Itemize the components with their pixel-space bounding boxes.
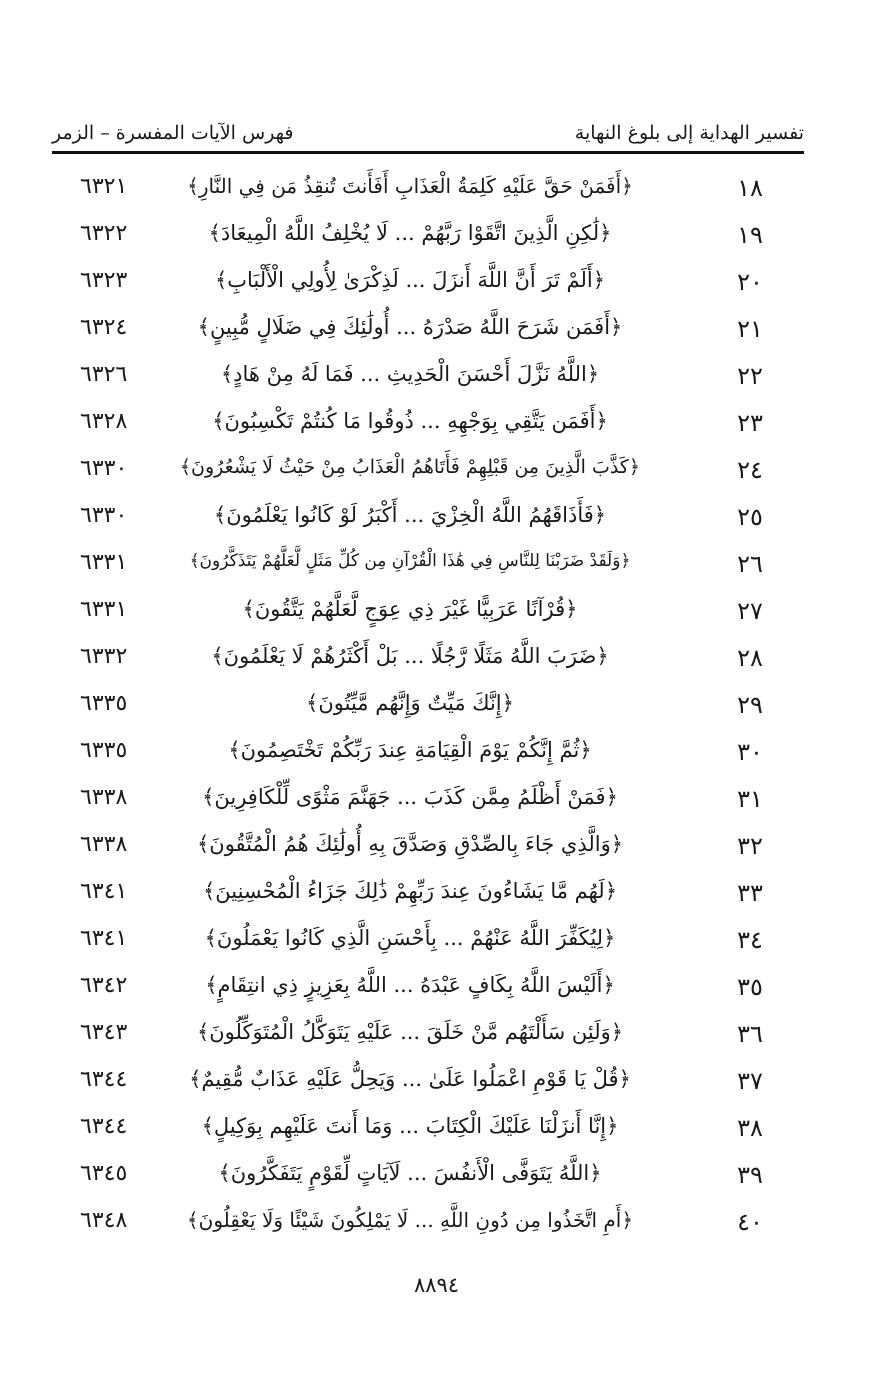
page-reference: ٦٣٢٢: [80, 221, 128, 246]
ayah-index-list: [80, 166, 780, 1247]
page-reference: ٦٣٣٨: [80, 832, 128, 857]
ayah-text: ﴿لَٰكِنِ الَّذِينَ اتَّقَوْا رَبَّهُمْ ... لَا يُخْلِفُ اللَّهُ الْمِيعَادَ﴾: [208, 221, 612, 245]
list-item: [80, 354, 780, 401]
list-item: [80, 589, 780, 636]
page-reference: ٦٣٢٤: [80, 315, 128, 340]
page-reference: ٦٣٤٢: [80, 973, 128, 998]
running-header: [52, 112, 804, 144]
ayah-number: ٢٦: [737, 550, 763, 578]
list-item: [80, 213, 780, 260]
list-item: [80, 307, 780, 354]
ayah-number: ٢٩: [737, 691, 763, 719]
list-item: [80, 683, 780, 730]
page-reference: ٦٣٢٨: [80, 409, 128, 434]
ayah-number: ٢٧: [737, 597, 763, 625]
list-item: [80, 1106, 780, 1153]
page-reference: ٦٣٣٥: [80, 738, 128, 763]
page-number: ٨٨٩٤: [413, 1273, 460, 1297]
page-reference: ٦٣٤٥: [80, 1161, 128, 1186]
ayah-text: ﴿اللَّهُ نَزَّلَ أَحْسَنَ الْحَدِيثِ ... فَمَا لَهُ مِنْ هَادٍ﴾: [220, 362, 600, 386]
ayah-number: ٣٨: [737, 1114, 763, 1142]
ayah-number: ٢٥: [737, 503, 763, 531]
page-reference: ٦٣٢٣: [80, 268, 128, 293]
list-item: [80, 824, 780, 871]
ayah-text: ﴿لِيُكَفِّرَ اللَّهُ عَنْهُمْ ... بِأَحْسَنِ الَّذِي كَانُوا يَعْمَلُونَ﴾: [204, 926, 616, 950]
ayah-number: ٢٨: [737, 644, 763, 672]
list-item: [80, 777, 780, 824]
ayah-number: ٣٠: [737, 738, 763, 766]
page-reference: ٦٣٣٠: [80, 503, 128, 528]
ayah-text: ﴿أَلَمْ تَرَ أَنَّ اللَّهَ أَنزَلَ ... لَذِكْرَىٰ لِأُولِي الْأَلْبَابِ﴾: [214, 268, 606, 292]
list-item: [80, 1012, 780, 1059]
ayah-text: ﴿أَفَمَنْ حَقَّ عَلَيْهِ كَلِمَةُ الْعَذَابِ أَفَأَنتَ تُنقِذُ مَن فِي النَّارِ﴾: [187, 174, 633, 198]
ayah-number: ٢٢: [737, 362, 763, 390]
ayah-text: ﴿أَلَيْسَ اللَّهُ بِكَافٍ عَبْدَهُ ... اللَّهُ بِعَزِيزٍ ذِي انتِقَامٍ﴾: [205, 973, 615, 997]
list-item: [80, 636, 780, 683]
list-item: [80, 918, 780, 965]
page-reference: ٦٣٤١: [80, 926, 128, 951]
list-item: [80, 448, 780, 495]
page-reference: ٦٣٢١: [80, 174, 128, 199]
list-item: [80, 730, 780, 777]
list-item: [80, 260, 780, 307]
ayah-number: ٢٠: [737, 268, 763, 296]
ayah-text: ﴿فَمَنْ أَظْلَمُ مِمَّن كَذَبَ ... جَهَنَّمَ مَثْوًى لِّلْكَافِرِينَ﴾: [202, 785, 618, 809]
page-reference: ٦٣٤٤: [80, 1114, 128, 1139]
page-reference: ٦٣٤٣: [80, 1020, 128, 1045]
page-reference: ٦٣٣٨: [80, 785, 128, 810]
ayah-text: ﴿اللَّهُ يَتَوَفَّى الْأَنفُسَ ... لَآيَاتٍ لِّقَوْمٍ يَتَفَكَّرُونَ﴾: [218, 1161, 602, 1185]
ayah-number: ٣٣: [737, 879, 763, 907]
ayah-text: ﴿أَمِ اتَّخَذُوا مِن دُونِ اللَّهِ ... لَا يَمْلِكُونَ شَيْئًا وَلَا يَعْقِلُونَ﴾: [186, 1208, 634, 1232]
ayah-text: ﴿فَأَذَاقَهُمُ اللَّهُ الْخِزْيَ ... أَكْبَرُ لَوْ كَانُوا يَعْلَمُونَ﴾: [213, 503, 607, 527]
ayah-number: ٣٩: [737, 1161, 763, 1189]
ayah-text: ﴿وَلَقَدْ ضَرَبْنَا لِلنَّاسِ فِي هَٰذَا الْقُرْآنِ مِن كُلِّ مَثَلٍ لَّعَلَّهُمْ يَتَذَكَّرُونَ﴾: [189, 551, 631, 571]
ayah-number: ٢٣: [737, 409, 763, 437]
ayah-text: ﴿ضَرَبَ اللَّهُ مَثَلًا رَّجُلًا ... بَلْ أَكْثَرُهُمْ لَا يَعْلَمُونَ﴾: [211, 644, 609, 668]
page-reference: ٦٣٤١: [80, 879, 128, 904]
page-reference: ٦٣٣١: [80, 550, 128, 575]
ayah-text: ﴿قُرْآنًا عَرَبِيًّا غَيْرَ ذِي عِوَجٍ لَّعَلَّهُمْ يَتَّقُونَ﴾: [242, 597, 578, 621]
ayah-number: ٤٠: [737, 1208, 763, 1236]
ayah-text: ﴿أَفَمَن يَتَّقِي بِوَجْهِهِ ... ذُوقُوا مَا كُنتُمْ تَكْسِبُونَ﴾: [212, 409, 608, 433]
header-rule: [52, 151, 804, 154]
book-title: تفسير الهداية إلى بلوغ النهاية: [574, 122, 804, 144]
page-reference: ٦٣٣٥: [80, 691, 128, 716]
ayah-text: ﴿إِنَّا أَنزَلْنَا عَلَيْكَ الْكِتَابَ ... وَمَا أَنتَ عَلَيْهِم بِوَكِيلٍ﴾: [201, 1114, 619, 1138]
ayah-text: ﴿أَفَمَن شَرَحَ اللَّهُ صَدْرَهُ ... أُولَٰئِكَ فِي ضَلَالٍ مُّبِينٍ﴾: [197, 315, 623, 339]
ayah-number: ٣٤: [737, 926, 763, 954]
list-item: [80, 401, 780, 448]
list-item: [80, 871, 780, 918]
ayah-text: ﴿كَذَّبَ الَّذِينَ مِن قَبْلِهِمْ فَأَتَاهُمُ الْعَذَابُ مِنْ حَيْثُ لَا يَشْعُرُونَ﴾: [179, 456, 640, 478]
page-reference: ٦٣٣٢: [80, 644, 128, 669]
ayah-text: ﴿وَالَّذِي جَاءَ بِالصِّدْقِ وَصَدَّقَ بِهِ أُولَٰئِكَ هُمُ الْمُتَّقُونَ﴾: [196, 832, 624, 856]
list-item: [80, 166, 780, 213]
list-item: [80, 965, 780, 1012]
ayah-number: ٣٧: [737, 1067, 763, 1095]
list-item: [80, 495, 780, 542]
list-item: [80, 1153, 780, 1200]
page-reference: ٦٣٤٤: [80, 1067, 128, 1092]
section-title: فهرس الآيات المفسرة – الزمر: [52, 122, 294, 144]
ayah-number: ٣١: [737, 785, 763, 813]
ayah-number: ١٨: [737, 174, 763, 202]
ayah-text: ﴿إِنَّكَ مَيِّتٌ وَإِنَّهُم مَّيِّتُونَ﴾: [306, 691, 514, 715]
ayah-text: ﴿قُلْ يَا قَوْمِ اعْمَلُوا عَلَىٰ ... وَيَحِلُّ عَلَيْهِ عَذَابٌ مُّقِيمٌ﴾: [189, 1067, 631, 1091]
list-item: [80, 1200, 780, 1247]
page-reference: ٦٣٢٦: [80, 362, 128, 387]
list-item: [80, 542, 780, 589]
page-reference: ٦٣٣١: [80, 597, 128, 622]
page-reference: ٦٣٣٠: [80, 456, 128, 481]
ayah-text: ﴿وَلَئِن سَأَلْتَهُم مَّنْ خَلَقَ ... عَلَيْهِ يَتَوَكَّلُ الْمُتَوَكِّلُونَ﴾: [196, 1020, 624, 1044]
ayah-text: ﴿لَهُم مَّا يَشَاءُونَ عِندَ رَبِّهِمْ ذَٰلِكَ جَزَاءُ الْمُحْسِنِينَ﴾: [202, 879, 618, 903]
ayah-number: ١٩: [737, 221, 763, 249]
ayah-number: ٢٤: [737, 456, 763, 484]
page-reference: ٦٣٤٨: [80, 1208, 128, 1233]
ayah-number: ٢١: [737, 315, 763, 343]
ayah-number: ٣٦: [737, 1020, 763, 1048]
ayah-number: ٣٢: [737, 832, 763, 860]
list-item: [80, 1059, 780, 1106]
ayah-text: ﴿ثُمَّ إِنَّكُمْ يَوْمَ الْقِيَامَةِ عِندَ رَبِّكُمْ تَخْتَصِمُونَ﴾: [228, 738, 592, 762]
ayah-number: ٣٥: [737, 973, 763, 1001]
